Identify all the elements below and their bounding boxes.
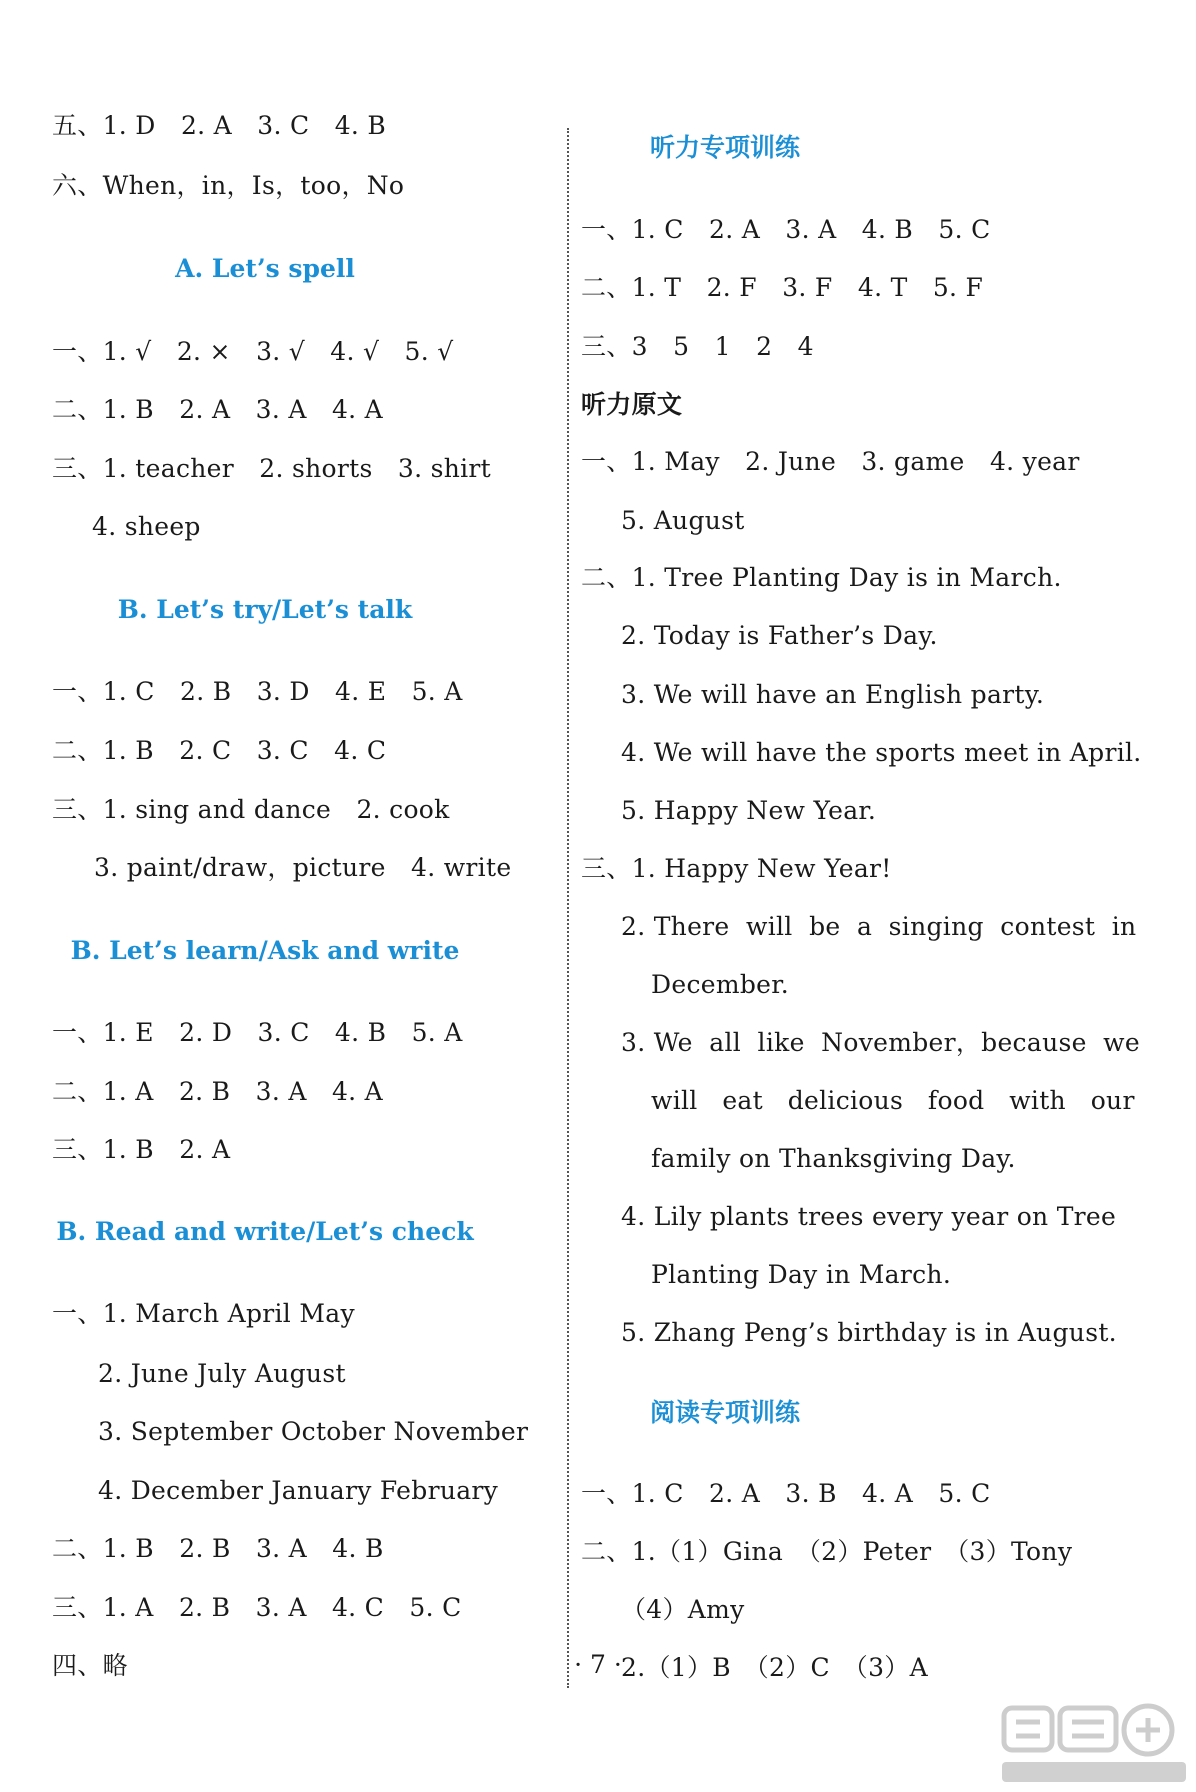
column-divider [567, 128, 569, 1688]
page-number: · 7 · [574, 1650, 622, 1679]
answer-line: 三、3 5 1 2 4 [581, 332, 814, 361]
answer-line: 一、1. March April May [52, 1299, 355, 1328]
answer-line: 二、1. B 2. A 3. A 4. A [52, 395, 384, 424]
answer-line: 一、1. C 2. A 3. B 4. A 5. C [581, 1479, 991, 1508]
section-label: 听力原文 [581, 390, 683, 419]
answer-line: 2.（1）B （2）C （3）A [621, 1653, 928, 1682]
answer-line: 3. We all like November，because we [621, 1028, 1140, 1057]
answer-line: 3. September October November [98, 1417, 529, 1446]
answer-line: 2. There will be a singing contest in [621, 912, 1137, 941]
section-heading: B. Read and write/Let’s check [56, 1217, 474, 1246]
answer-line: 一、1. E 2. D 3. C 4. B 5. A [52, 1018, 463, 1047]
answer-line: family on Thanksgiving Day. [651, 1144, 1016, 1173]
answer-line: 二、1. Tree Planting Day is in March. [581, 563, 1062, 592]
answer-line: 三、1. B 2. A [52, 1135, 231, 1164]
answer-line: 三、1. A 2. B 3. A 4. C 5. C [52, 1593, 462, 1622]
answer-line: 4. December January February [98, 1476, 499, 1505]
answer-line: Planting Day in March. [651, 1260, 952, 1289]
answer-line: 3. We will have an English party. [621, 680, 1045, 709]
answer-line: December. [651, 970, 789, 999]
answer-line: 5. Happy New Year. [621, 796, 877, 825]
answer-line: 4. sheep [92, 512, 201, 541]
answer-line: 三、1. sing and dance 2. cook [52, 795, 450, 824]
answer-line: will eat delicious food with our [651, 1086, 1135, 1115]
answer-line: 二、1. A 2. B 3. A 4. A [52, 1077, 384, 1106]
answer-line: 4. We will have the sports meet in April. [621, 738, 1142, 767]
answer-line: 2. Today is Father’s Day. [621, 621, 938, 650]
answer-line: 二、1. B 2. C 3. C 4. C [52, 736, 387, 765]
watermark-logo-icon [996, 1700, 1192, 1790]
section-heading: 阅读专项训练 [649, 1398, 800, 1427]
answer-line: 2. June July August [98, 1359, 346, 1388]
answer-line: 一、1. C 2. A 3. A 4. B 5. C [581, 215, 991, 244]
answer-line: 一、1. √ 2. × 3. √ 4. √ 5. √ [52, 337, 454, 366]
answer-line: 3. paint/draw，picture 4. write [94, 853, 512, 882]
answer-line: 一、1. C 2. B 3. D 4. E 5. A [52, 677, 463, 706]
section-heading: 听力专项训练 [649, 133, 800, 162]
answer-line: 三、1. teacher 2. shorts 3. shirt [52, 454, 492, 483]
section-heading: B. Let’s try/Let’s talk [117, 595, 413, 624]
answer-line: 五、1. D 2. A 3. C 4. B [52, 111, 387, 140]
answer-line: 二、1. T 2. F 3. F 4. T 5. F [581, 273, 984, 302]
answer-line: 四、略 [52, 1651, 128, 1680]
answer-line: 三、1. Happy New Year! [581, 854, 892, 883]
answer-line: 5. Zhang Peng’s birthday is in August. [621, 1318, 1117, 1347]
answer-line: 二、1. B 2. B 3. A 4. B [52, 1534, 384, 1563]
answer-line: 六、When，in，Is，too，No [52, 171, 405, 200]
answer-line: 4. Lily plants trees every year on Tree [621, 1202, 1117, 1231]
answer-line: 5. August [621, 506, 745, 535]
section-heading: B. Let’s learn/Ask and write [70, 936, 460, 965]
section-heading: A. Let’s spell [175, 254, 355, 283]
answer-line: （4）Amy [621, 1595, 745, 1624]
answer-line: 二、1.（1）Gina （2）Peter （3）Tony [581, 1537, 1073, 1566]
answer-line: 一、1. May 2. June 3. game 4. year [581, 447, 1080, 476]
